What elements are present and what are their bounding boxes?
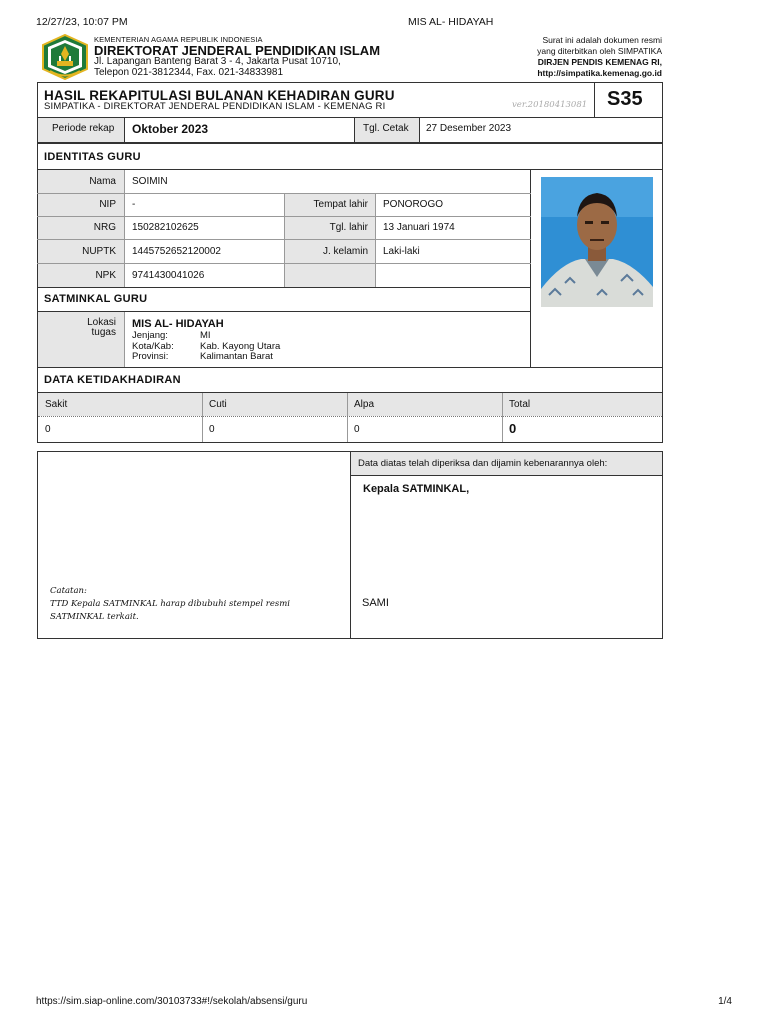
period-row [37, 117, 663, 143]
school-details [132, 331, 280, 363]
npk-label: NPK [95, 270, 116, 281]
absence-col-sick: Sakit [45, 399, 68, 410]
gender-label-cell [284, 240, 376, 263]
form-code: S35 [607, 88, 643, 110]
gender-label: J. kelamin [322, 246, 368, 257]
print-date-value: 27 Desember 2023 [426, 123, 512, 134]
form-code-cell [594, 83, 662, 117]
nip-label: NIP [99, 199, 116, 210]
satminkal-heading: SATMINKAL GURU [44, 293, 148, 305]
letterhead [40, 34, 664, 82]
print-header [36, 16, 732, 30]
absence-value-absent: 0 [354, 424, 360, 435]
divider [37, 287, 531, 288]
signature-box [37, 451, 663, 639]
note-text-1: TTD Kepala SATMINKAL harap dibubuhi stempel resmi [50, 599, 291, 609]
absence-value-sick: 0 [45, 424, 51, 435]
note-text-2: SATMINKAL terkait. [50, 612, 139, 622]
nrg-label-cell [38, 217, 125, 239]
print-timestamp: 12/27/23, 10:07 PM [36, 16, 128, 28]
absence-col-leave: Cuti [209, 399, 227, 410]
npk-label-cell [38, 264, 125, 287]
location-label: Lokasi tugas [87, 317, 116, 338]
absence-value-total: 0 [509, 421, 517, 436]
name-label: Nama [89, 176, 116, 187]
print-footer [36, 996, 732, 1010]
print-page-number: 1/4 [718, 996, 732, 1007]
note-line-4: http://simpatika.kemenag.go.id [537, 68, 662, 78]
nuptk-value: 1445752652120002 [132, 246, 221, 257]
location-label-cell [38, 312, 125, 367]
print-date-label: Tgl. Cetak [363, 123, 409, 134]
report-title: HASIL REKAPITULASI BULANAN KEHADIRAN GURU [44, 88, 395, 103]
note-line-3: DIRJEN PENDIS KEMENAG RI, [537, 57, 662, 67]
absence-col-total: Total [509, 399, 531, 410]
verification-text: Data diatas telah diperiksa dan dijamin kebenarannya oleh: [358, 458, 608, 469]
birthplace-value: PONOROGO [383, 199, 444, 210]
teacher-photo [541, 177, 653, 307]
absence-col-divider [202, 393, 203, 442]
directorate-name: DIREKTORAT JENDERAL PENDIDIKAN ISLAM [94, 43, 381, 58]
absence-col-divider [347, 393, 348, 442]
note-title: Catatan: [50, 586, 87, 596]
identity-heading: IDENTITAS GURU [44, 151, 141, 163]
gender-value: Laki-laki [383, 246, 420, 257]
birthdate-label-cell [284, 217, 376, 239]
period-label-cell [38, 118, 125, 142]
nrg-value: 150282102625 [132, 222, 199, 233]
npk-value: 9741430041026 [132, 270, 205, 281]
signer-role: Kepala SATMINKAL, [363, 483, 470, 495]
divider [37, 169, 663, 170]
name-label-cell [38, 170, 125, 193]
ministry-name: KEMENTERIAN AGAMA REPUBLIK INDONESIA [94, 35, 263, 44]
school-province-row: Provinsi: Kalimantan Barat [132, 351, 273, 362]
birthplace-label: Tempat lahir [313, 199, 368, 210]
divider [37, 367, 663, 368]
photo-column-divider [530, 169, 531, 367]
directorate-phone: Telepon 021-3812344, Fax. 021-34833981 [94, 67, 284, 78]
note-line-1: Surat ini adalah dokumen resmi [542, 35, 662, 45]
absence-value-leave: 0 [209, 424, 215, 435]
print-url: https://sim.siap-online.com/30103733#!/sekolah/absensi/guru [36, 996, 308, 1007]
nrg-label: NRG [93, 222, 116, 233]
school-name: MIS AL- HIDAYAH [132, 318, 224, 330]
absence-col-divider [502, 393, 503, 442]
birthplace-label-cell [284, 194, 376, 216]
teacher-photo-image [541, 177, 653, 307]
kemenag-logo-icon [40, 34, 90, 80]
print-date-label-cell [354, 118, 420, 142]
nuptk-label: NUPTK [82, 246, 116, 257]
nip-label-cell [38, 194, 125, 216]
absence-header-row [38, 393, 662, 416]
nip-value: - [132, 199, 136, 210]
absence-header-underline [38, 416, 662, 417]
print-page-title: MIS AL- HIDAYAH [408, 16, 494, 28]
report-subtitle: SIMPATIKA - DIREKTORAT JENDERAL PENDIDIKAN ISLAM - KEMENAG RI [44, 101, 386, 112]
birthdate-label: Tgl. lahir [329, 222, 368, 233]
school-level-row: Jenjang: MI [132, 330, 211, 341]
directorate-address: Jl. Lapangan Banteng Barat 3 - 4, Jakarta Pusat 10710, [94, 56, 341, 67]
empty-label-cell [284, 264, 376, 287]
absence-col-absent: Alpa [354, 399, 375, 410]
report-version: ver.20180413081 [512, 100, 588, 110]
official-document-note [537, 35, 662, 79]
note-line-2: yang diterbitkan oleh SIMPATIKA [537, 46, 662, 56]
period-label: Periode rekap [52, 123, 115, 134]
birthdate-value: 13 Januari 1974 [383, 222, 455, 233]
school-city-row: Kota/Kab: Kab. Kayong Utara [132, 340, 281, 352]
name-value: SOIMIN [132, 176, 168, 187]
signature-note [50, 585, 290, 624]
report-title-box [37, 82, 663, 118]
signer-name: SAMI [362, 597, 389, 609]
absence-heading: DATA KETIDAKHADIRAN [44, 374, 181, 386]
verification-header [351, 452, 662, 476]
period-value: Oktober 2023 [132, 122, 209, 136]
signature-divider [350, 452, 351, 638]
nuptk-label-cell [38, 240, 125, 263]
